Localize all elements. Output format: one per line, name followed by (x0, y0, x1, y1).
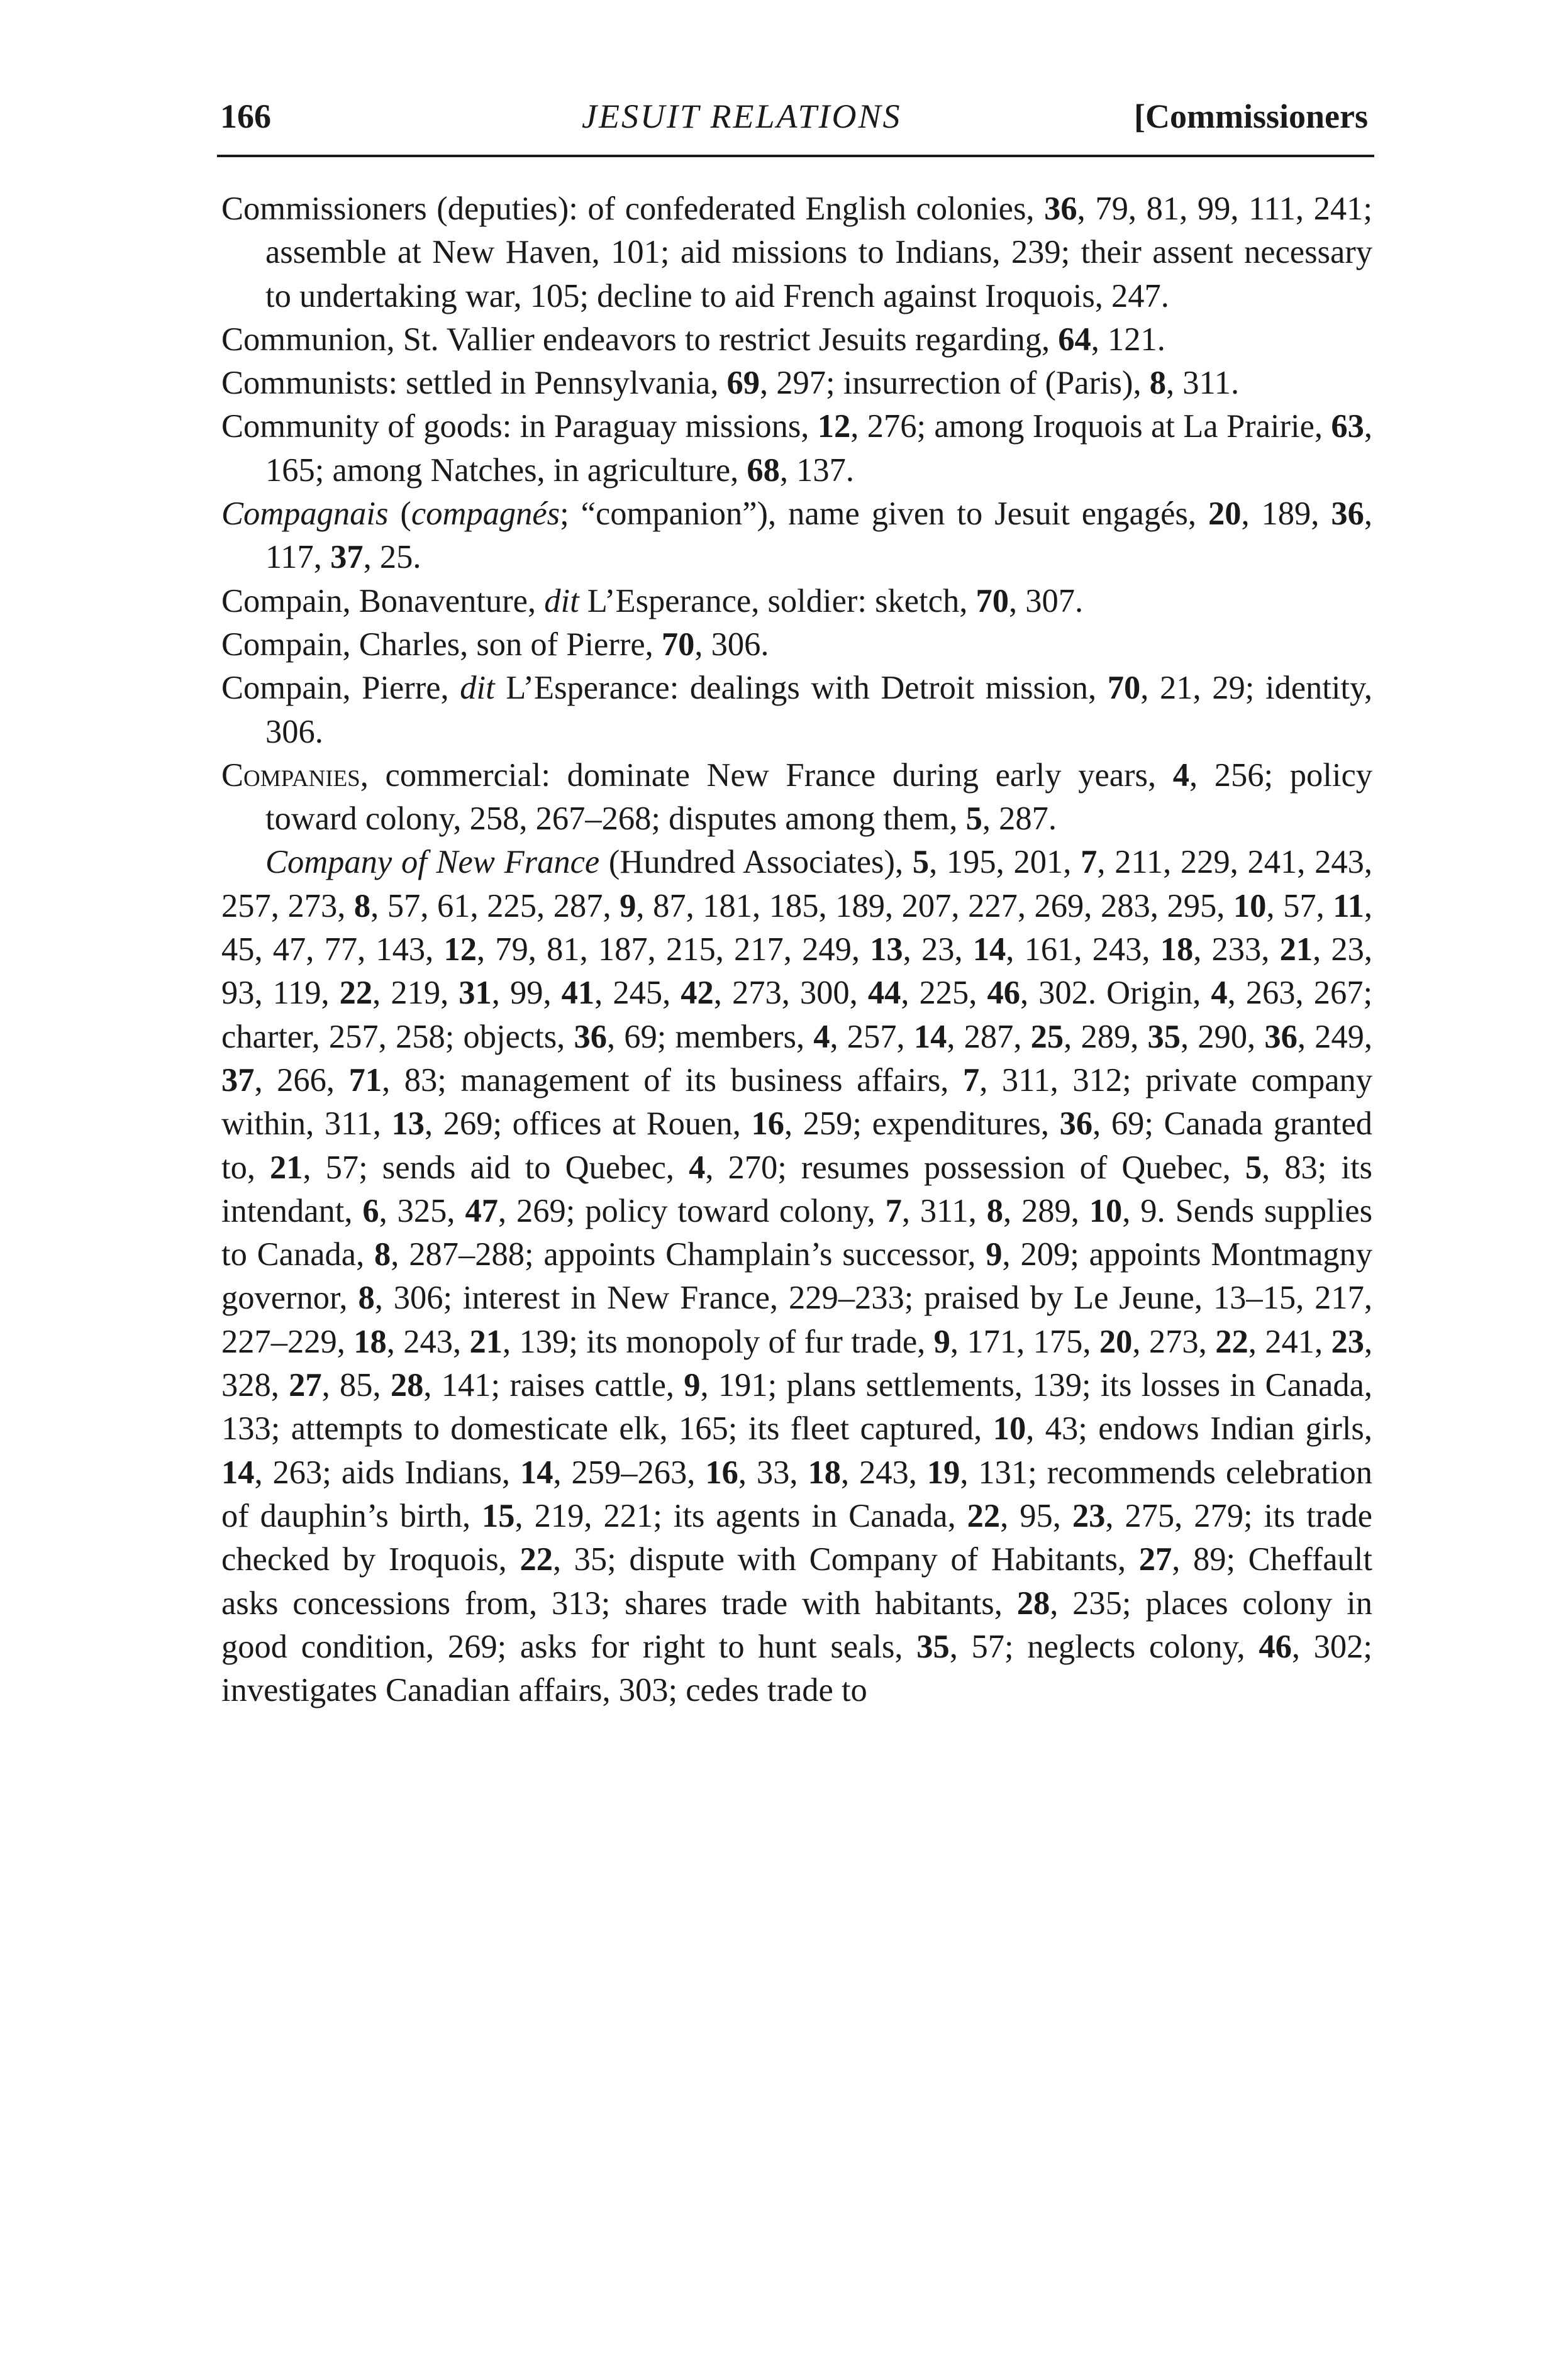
volume-number: 16 (751, 1105, 784, 1143)
entry-text: , 57; sends aid to Quebec, (303, 1149, 689, 1186)
entry-text: , 83; management of its business affairs, (382, 1061, 963, 1099)
volume-number: 71 (348, 1061, 382, 1099)
volume-number: 8 (353, 887, 371, 924)
entry-text: compagnés (411, 495, 560, 533)
entry-text: , 287–288; appoints Champlain’s successor, (391, 1236, 986, 1273)
entry-text: , 89; Cheffault asks concessions from, 313; shares trade with habitants, (221, 1541, 1372, 1622)
index-entry (221, 187, 1372, 318)
entry-text: , 189, (1241, 495, 1331, 533)
entry-text: , 219, 221; its agents in Canada, (514, 1497, 967, 1534)
entry-text: , 219, (372, 975, 459, 1012)
entry-text: , 117, (265, 495, 1372, 576)
volume-number: 4 (1211, 975, 1228, 1012)
volume-number: 70 (1107, 670, 1141, 707)
entry-text: , 79, 81, 99, 111, 241; assemble at New Haven, 101; aid missions to Indians, 239; their assent necessary to undertaking war, 105; decline to aid French against Iroquois, 247. (265, 191, 1372, 314)
volume-number: 14 (913, 1018, 947, 1055)
volume-number: 12 (443, 931, 477, 968)
entry-text: , 266, (254, 1061, 349, 1099)
volume-number: 12 (817, 408, 851, 445)
volume-number: 7 (885, 1192, 902, 1229)
volume-number: 9 (620, 887, 637, 924)
volume-number: 14 (221, 1454, 255, 1491)
volume-number: 22 (967, 1497, 1001, 1534)
index-entry (221, 667, 1372, 754)
entry-text: , 311. (1165, 365, 1240, 402)
entry-text: , 263, 267; charter, 257, 258; objects, (221, 975, 1373, 1055)
entry-text: Compain, Bonaventure, (221, 582, 545, 619)
volume-number: 9 (986, 1236, 1003, 1273)
entry-text: , 328, (221, 1323, 1373, 1404)
volume-number: 28 (1016, 1585, 1050, 1622)
entry-text: , 131; recommends celebration of dauphin’s birth, (221, 1454, 1373, 1534)
volume-number: 27 (289, 1367, 322, 1404)
entry-text: Commissioners (deputies): of confederated English colonies, (221, 191, 1045, 227)
entry-text: , 21, 29; identity, 306. (265, 670, 1372, 750)
index-entry (221, 405, 1372, 492)
entry-text: , 289, (1003, 1192, 1089, 1229)
volume-number: 8 (374, 1236, 391, 1273)
entry-text: , 287. (982, 800, 1057, 838)
entry-text: , 211, 229, 241, 243, 257, 273, (221, 844, 1373, 924)
volume-number: 8 (358, 1280, 375, 1317)
volume-number: 69 (726, 365, 760, 402)
entry-text: , 243, (386, 1323, 470, 1360)
volume-number: 4 (1172, 756, 1189, 794)
entry-text: , 195, 201, (929, 844, 1081, 881)
volume-number: 28 (390, 1367, 424, 1404)
volume-number: 9 (684, 1367, 701, 1404)
entry-text: , 290, (1181, 1018, 1265, 1055)
volume-number: 18 (353, 1323, 387, 1360)
entry-text: , 57; neglects colony, (949, 1628, 1259, 1665)
volume-number: 20 (1099, 1323, 1133, 1360)
volume-number: 7 (962, 1061, 980, 1099)
volume-number: 5 (1245, 1149, 1262, 1186)
volume-number: 14 (972, 931, 1006, 968)
entry-text: , 209; appoints Montmagny governor, (221, 1236, 1373, 1317)
entry-text: Compain, Pierre, (221, 670, 460, 707)
entry-text: , 275, 279; its trade checked by Iroquois, (221, 1497, 1372, 1578)
volume-number: 13 (870, 931, 903, 968)
entry-text: , 57, (1266, 887, 1333, 924)
volume-number: 25 (1030, 1018, 1064, 1055)
entry-text: , 243, (840, 1454, 927, 1491)
volume-number: 36 (1059, 1105, 1093, 1143)
entry-text: , 249, (1297, 1018, 1373, 1055)
volume-number: 42 (681, 975, 714, 1012)
entry-text: Company of New France (265, 844, 600, 881)
index-entry (221, 623, 1372, 667)
entry-text: Compagnais (221, 495, 389, 533)
volume-number: 36 (1264, 1018, 1298, 1055)
volume-number: 41 (561, 975, 595, 1012)
volume-number: 6 (362, 1192, 379, 1229)
volume-number: 19 (926, 1454, 960, 1491)
entry-text: , 23, (903, 931, 973, 968)
volume-number: 64 (1058, 321, 1091, 358)
entry-text: Communion, St. Vallier endeavors to restrict Jesuits regarding, (221, 321, 1059, 358)
volume-number: 10 (992, 1410, 1026, 1447)
volume-number: 8 (1149, 365, 1166, 402)
volume-number: 22 (339, 975, 373, 1012)
entry-text: , 269; offices at Rouen, (424, 1105, 752, 1143)
entry-text: , 45, 47, 77, 143, (221, 887, 1373, 968)
entry-text: , 270; resumes possession of Quebec, (705, 1149, 1245, 1186)
entry-text: , 263; aids Indians, (254, 1454, 520, 1491)
entry-text: dit (460, 670, 495, 707)
volume-number: 18 (1160, 931, 1194, 968)
volume-number: 21 (469, 1323, 503, 1360)
entry-text: , 259–263, (553, 1454, 706, 1491)
entry-text: , 137. (779, 451, 855, 489)
entry-text: , 245, (594, 975, 681, 1012)
volume-number: 46 (1259, 1628, 1292, 1665)
entry-text: , 121. (1091, 321, 1165, 358)
entry-text: , 161, 243, (1006, 931, 1160, 968)
entry-text: Compain, Charles, son of Pierre, (221, 626, 662, 663)
volume-number: 4 (689, 1149, 706, 1186)
volume-number: 23 (1331, 1323, 1364, 1360)
entry-text: , 9. Sends supplies to Canada, (221, 1192, 1372, 1273)
entry-text: , 69; members, (606, 1018, 814, 1055)
entry-text: , 297; insurrection of (Paris), (760, 365, 1150, 402)
volume-number: 37 (221, 1061, 255, 1099)
index-entry (221, 754, 1372, 841)
volume-number: 16 (705, 1454, 738, 1491)
entry-text: , 95, (1000, 1497, 1072, 1534)
entry-text: , 43; endows Indian girls, (1026, 1410, 1372, 1447)
entry-text: , 25. (363, 539, 421, 576)
entry-text: , 33, (738, 1454, 808, 1491)
entry-text: , 289, (1064, 1018, 1148, 1055)
entry-text: , 257, (830, 1018, 914, 1055)
entry-text: , 276; among Iroquois at La Prairie, (850, 408, 1331, 445)
entry-text: ( (388, 495, 411, 533)
entry-text: , 233, (1193, 931, 1280, 968)
volume-number: 21 (1279, 931, 1313, 968)
volume-number: 70 (976, 582, 1009, 619)
entry-text: Community of goods: in Paraguay missions, (221, 408, 818, 445)
entry-text: , 23, 93, 119, (221, 931, 1373, 1012)
entry-text: , commercial: dominate New France during early years, (360, 756, 1173, 794)
entry-text: , 311, (901, 1192, 987, 1229)
entry-text: , 87, 181, 185, 189, 207, 227, 269, 283, 295, (636, 887, 1233, 924)
volume-number: 22 (520, 1541, 553, 1578)
entry-text: dit (544, 582, 579, 619)
entry-text: (Hundred Associates), (599, 844, 913, 881)
header-rule (217, 155, 1374, 157)
volume-number: 9 (933, 1323, 950, 1360)
volume-number: 23 (1072, 1497, 1106, 1534)
entry-text: , 235; places colony in good condition, 269; asks for right to hunt seals, (221, 1585, 1372, 1665)
entry-text: , 79, 81, 187, 215, 217, 249, (477, 931, 870, 968)
entry-text: , 287, (947, 1018, 1031, 1055)
entry-text: , 259; expenditures, (784, 1105, 1060, 1143)
volume-number: 15 (482, 1497, 515, 1534)
entry-text: , 269; policy toward colony, (498, 1192, 886, 1229)
volume-number: 10 (1089, 1192, 1123, 1229)
volume-number: 8 (986, 1192, 1003, 1229)
volume-number: 35 (1147, 1018, 1181, 1055)
entry-text: , 35; dispute with Company of Habitants, (552, 1541, 1139, 1578)
entry-text: , 306; interest in New France, 229–233; praised by Le Jeune, 13–15, 217, 227–229, (221, 1280, 1372, 1360)
volume-number: 31 (459, 975, 492, 1012)
entry-text: ; “companion”), name given to Jesuit engagés, (560, 495, 1208, 533)
volume-number: 20 (1208, 495, 1242, 533)
entry-text: , 302. Origin, (1020, 975, 1211, 1012)
entry-text: L’Esperance, soldier: sketch, (579, 582, 976, 619)
volume-number: 27 (1138, 1541, 1172, 1578)
entry-text: Companies (221, 756, 360, 794)
entry-text: , 99, (491, 975, 562, 1012)
entry-text: , 273, (1132, 1323, 1216, 1360)
volume-number: 13 (391, 1105, 425, 1143)
volume-number: 21 (270, 1149, 303, 1186)
volume-number: 5 (965, 800, 982, 838)
volume-number: 37 (330, 539, 364, 576)
entry-text: , 256; policy toward colony, 258, 267–268; disputes among them, (265, 756, 1373, 838)
volume-number: 4 (813, 1018, 830, 1055)
entry-text: L’Esperance: dealings with Detroit mission, (494, 670, 1108, 707)
volume-number: 36 (574, 1018, 607, 1055)
entry-text: , 325, (379, 1192, 465, 1229)
volume-number: 36 (1331, 495, 1364, 533)
entry-text: , 171, 175, (950, 1323, 1099, 1360)
entry-text: , 165; among Natches, in agriculture, (265, 408, 1372, 489)
volume-number: 10 (1233, 887, 1267, 924)
volume-number: 7 (1081, 844, 1098, 881)
index-body (221, 187, 1372, 1712)
entry-text: , 307. (1008, 582, 1084, 619)
volume-number: 44 (867, 975, 901, 1012)
entry-text: , 83; its intendant, (221, 1149, 1372, 1229)
entry-text: , 191; plans settlements, 139; its losses in Canada, 133; attempts to domesticate elk, 165; its fleet captured, (221, 1367, 1373, 1447)
volume-number: 35 (916, 1628, 950, 1665)
entry-text: Communists: settled in Pennsylvania, (221, 365, 727, 402)
entry-text: , 273, 300, (713, 975, 868, 1012)
section-label: [Commissioners (1134, 97, 1368, 135)
entry-text: , 241, (1248, 1323, 1331, 1360)
volume-number: 68 (747, 451, 780, 489)
volume-number: 11 (1333, 887, 1364, 924)
volume-number: 63 (1331, 408, 1364, 445)
volume-number: 36 (1044, 191, 1077, 227)
entry-text: , 225, (901, 975, 987, 1012)
entry-text: , 85, (321, 1367, 391, 1404)
entry-text: , 141; raises cattle, (423, 1367, 684, 1404)
volume-number: 70 (661, 626, 695, 663)
volume-number: 46 (987, 975, 1020, 1012)
volume-number: 47 (465, 1192, 498, 1229)
index-entry (221, 580, 1372, 623)
entry-text: , 69; Canada granted to, (221, 1105, 1372, 1186)
page-header (214, 94, 1374, 138)
entry-text: , 306. (694, 626, 769, 663)
running-title: JESUIT RELATIONS (582, 97, 902, 135)
index-entry (221, 362, 1372, 405)
index-entry (221, 841, 1372, 1712)
entry-text: , 57, 61, 225, 287, (370, 887, 620, 924)
volume-number: 5 (912, 844, 930, 881)
entry-text: , 302; investigates Canadian affairs, 303; cedes trade to (221, 1628, 1373, 1709)
volume-number: 22 (1215, 1323, 1248, 1360)
volume-number: 14 (520, 1454, 553, 1491)
page-number: 166 (220, 97, 271, 135)
entry-text: , 311, 312; private company within, 311, (221, 1061, 1372, 1143)
volume-number: 18 (808, 1454, 841, 1491)
index-entry (221, 318, 1372, 362)
index-entry (221, 492, 1372, 580)
entry-text: , 139; its monopoly of fur trade, (503, 1323, 934, 1360)
